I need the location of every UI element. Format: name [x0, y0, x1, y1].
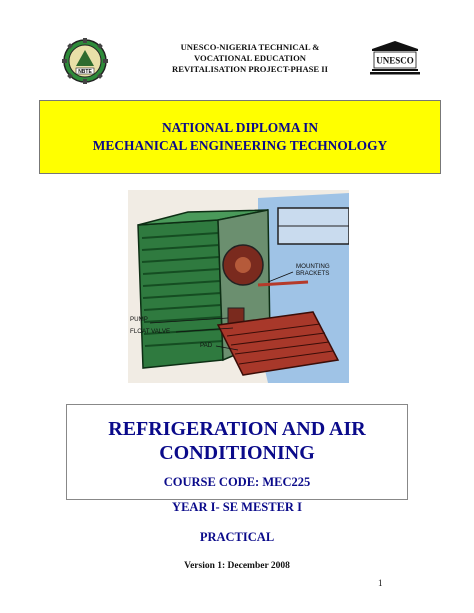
practical-label: PRACTICAL	[199, 530, 275, 544]
callout-mounting: MOUNTING	[296, 263, 330, 270]
year-semester: YEAR I- SE MESTER I	[172, 500, 302, 514]
course-code: COURSE CODE: MEC225	[163, 475, 311, 489]
banner-line-2: MECHANICAL ENGINEERING TECHNOLOGY	[92, 138, 388, 153]
header-line-3: REVITALISATION PROJECT-PHASE II	[172, 64, 328, 74]
header-line-1: UNESCO-NIGERIA TECHNICAL &	[180, 42, 320, 52]
course-title-line-1: REFRIGERATION AND AIR	[108, 418, 366, 440]
unesco-temple-logo	[370, 40, 420, 76]
header-line-2: VOCATIONAL EDUCATION	[194, 53, 306, 63]
callout-float-valve: FLOAT VALVE	[130, 328, 171, 335]
callout-pump: PUMP	[130, 316, 148, 323]
callout-brackets: BRACKETS	[296, 270, 330, 277]
unesco-logo-text: UNESCO	[376, 55, 414, 66]
evaporative-cooler-illustration	[128, 190, 349, 383]
banner-line-1: NATIONAL DIPLOMA IN	[162, 120, 318, 135]
course-title-line-2: CONDITIONING	[159, 442, 315, 464]
header-text	[130, 42, 370, 75]
version-date: Version 1: December 2008	[184, 561, 290, 571]
page-number: 1	[378, 578, 383, 588]
program-banner	[39, 100, 441, 174]
nbte-logo-text: NBTE	[78, 69, 92, 75]
course-title-box	[66, 404, 408, 500]
nbte-seal-icon	[62, 38, 108, 84]
callout-pad: PAD	[200, 342, 213, 349]
